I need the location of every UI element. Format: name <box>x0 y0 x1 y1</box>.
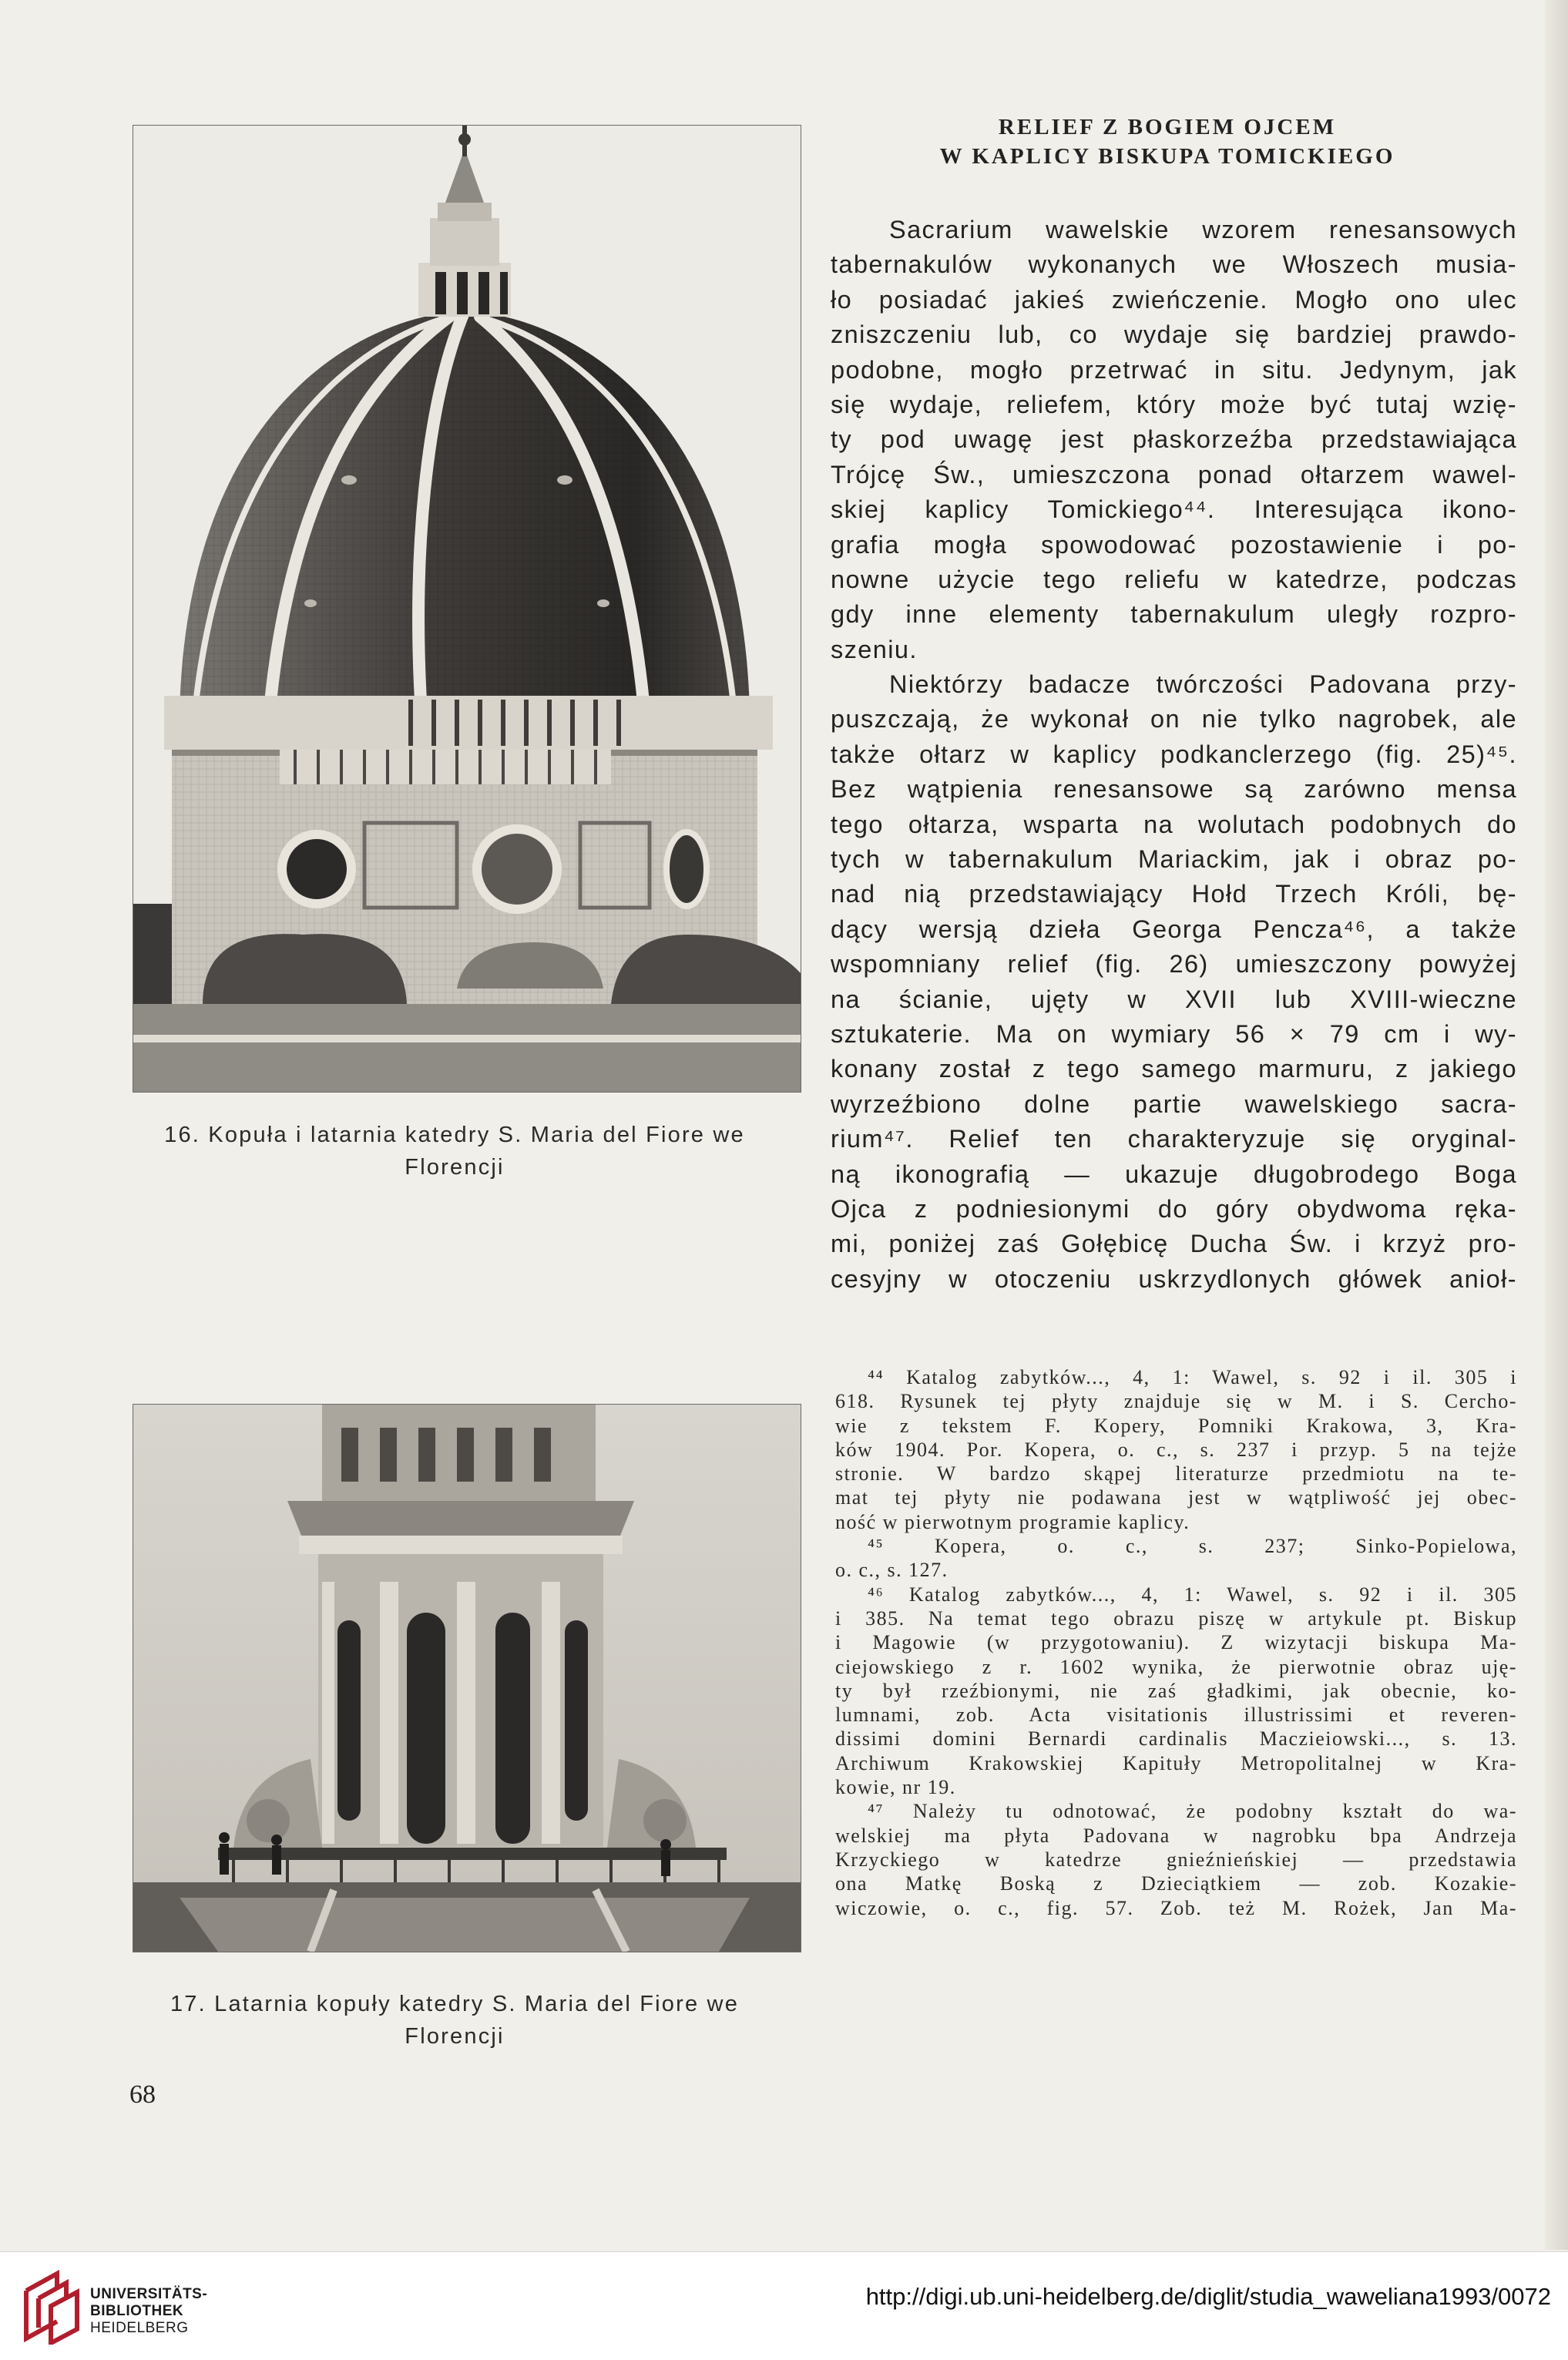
body-line: nad nią przedstawiający Hołd Trzech Króli, bę- <box>831 880 1517 908</box>
figure-17-lantern-photo <box>133 1404 801 1952</box>
body-line: Trójcę Św., umieszczona ponad ołtarzem wawel- <box>831 460 1517 488</box>
footnote-line: ty był rzeźbionymi, nie zaś gładkimi, jak obecnie, ko- <box>835 1679 1517 1702</box>
figure-16-caption-line-1: 16. Kopuła i latarnia katedry S. Maria del Fiore we <box>164 1123 745 1147</box>
body-line: także ołtarz w kaplicy podkanclerzego (fig. 25)⁴⁵. <box>831 740 1517 768</box>
body-line: cesyjny w otoczeniu uskrzydlonych główek anioł- <box>831 1264 1517 1293</box>
footnote-line: ⁴⁵ Kopera, o. c., s. 237; Sinko-Popielowa, <box>868 1535 1517 1558</box>
footnote-line: i 385. Na temat tego obrazu piszę w artykule pt. Biskup <box>835 1606 1517 1630</box>
footnote-line: ⁴⁶ Katalog zabytków..., 4, 1: Wawel, s. 92 i il. 305 <box>868 1583 1517 1606</box>
footnote-line: ciejowskiego z r. 1602 wynika, że pierwotnie obraz uję- <box>835 1655 1517 1678</box>
body-line: konany został z tego samego marmuru, z jakiego <box>831 1055 1517 1083</box>
body-line: Bez wątpienia renesansowe są zarówno mensa <box>831 775 1517 804</box>
body-line: rium⁴⁷. Relief ten charakteryzuje się oryginal- <box>831 1125 1517 1153</box>
dome-photo-illustration <box>133 126 801 1092</box>
chapter-heading-line-2: W KAPLICY BISKUPA TOMICKIEGO <box>939 144 1395 169</box>
footnote-line: dissimi domini Bernardi cardinalis Maczieiowski..., s. 13. <box>835 1727 1517 1751</box>
body-line: skiej kaplicy Tomickiego⁴⁴. Interesująca ikono- <box>831 495 1517 524</box>
main-body-text <box>831 213 1517 1297</box>
body-line: gdy inne elementy tabernakulum uległy rozpro- <box>831 600 1517 629</box>
body-line: szeniu. <box>831 635 918 663</box>
body-line: wyrzeźbiono dolne partie wawelskiego sacra- <box>831 1089 1517 1118</box>
library-name-line-2: BIBLIOTHEK <box>90 2303 184 2319</box>
footnotes <box>835 1365 1517 1920</box>
footnote-line: wiczowie, o. c., fig. 57. Zob. też M. Rożek, Jan Ma- <box>835 1896 1517 1919</box>
figure-16-caption <box>85 1119 824 1183</box>
footnote-line: o. c., s. 127. <box>835 1559 949 1582</box>
body-line: sztukaterie. Ma on wymiary 56 × 79 cm i wy- <box>831 1019 1517 1048</box>
body-line: dący wersją dzieła Georga Pencza⁴⁶, a także <box>831 915 1517 943</box>
figure-17-caption <box>85 1988 824 2053</box>
library-name-line-3: HEIDELBERG <box>90 2320 189 2336</box>
figure-17-caption-line-1: 17. Latarnia kopuły katedry S. Maria del Fiore we <box>170 1992 740 2016</box>
footnote-line: welskiej ma płyta Padovana w nagrobku bpa Andrzeja <box>835 1824 1517 1847</box>
body-line: na ścianie, ujęty w XVII lub XVIII-wieczne <box>831 985 1517 1013</box>
body-line: puszczają, że wykonał on nie tylko nagrobek, ale <box>831 705 1517 734</box>
footnote-line: i Magowie (w przygotowaniu). Z wizytacji biskupa Ma- <box>835 1631 1517 1654</box>
body-line: podobne, mogło przetrwać in situ. Jedynym, jak <box>831 355 1517 384</box>
library-name <box>90 2286 207 2337</box>
body-line: ty pod uwagę jest płaskorzeźba przedstawiająca <box>831 425 1517 454</box>
figure-16-caption-line-2: Florencji <box>405 1155 505 1180</box>
footnote-line: Archiwum Krakowskiej Kapituły Metropolitalnej w Kra- <box>835 1751 1517 1774</box>
footnote-line: Krzyckiego w katedrze gnieźnieńskiej — przedstawia <box>835 1848 1517 1871</box>
page-edge-shadow <box>1545 0 1568 2250</box>
footnote-line: 618. Rysunek tej płyty znajduje się w M. i S. Cercho- <box>835 1390 1517 1413</box>
body-line: mi, poniżej zaś Gołębicę Ducha Św. i krzyż pro- <box>831 1230 1517 1258</box>
footnote-line: kowie, nr 19. <box>835 1776 956 1799</box>
footnote-line: ⁴⁷ Należy tu odnotować, że podobny kształt do wa- <box>868 1800 1517 1823</box>
footnote-line: ność w pierwotnym programie kaplicy. <box>835 1510 1190 1533</box>
body-line: Sacrarium wawelskie wzorem renesansowych <box>889 216 1517 243</box>
footnote-line: ków 1904. Por. Kopera, o. c., s. 237 i przyp. 5 na tejże <box>835 1438 1517 1461</box>
footnote-line: mat tej płyty nie podawana jest w wątpliwość jej obec- <box>835 1486 1517 1509</box>
lantern-photo-illustration <box>133 1405 801 1952</box>
body-line: tego ołtarza, wsparta na wolutach podobnych do <box>831 810 1517 838</box>
library-footer-bar <box>0 2251 1568 2360</box>
library-name-line-1: UNIVERSITÄTS- <box>90 2286 208 2302</box>
body-line: nowne użycie tego reliefu w katedrze, podczas <box>831 565 1517 593</box>
body-line: się wydaje, reliefem, który może być tutaj wzię- <box>831 390 1517 418</box>
body-line: grafia mogła spowodować pozostawienie i po- <box>831 530 1517 559</box>
footnote-line: ona Matkę Boską z Dzieciątkiem — zob. Kozakie- <box>835 1872 1517 1895</box>
body-line: tych w tabernakulum Mariackim, jak i obraz po- <box>831 845 1517 874</box>
body-line: wspomniany relief (fig. 26) umieszczony powyżej <box>831 950 1517 979</box>
body-line: tabernakulów wykonanych we Włoszech musia- <box>831 250 1517 279</box>
page-number: 68 <box>129 2080 156 2109</box>
body-line: Ojca z podniesionymi do góry obydwoma ręka- <box>831 1194 1517 1223</box>
body-line: Niektórzy badacze twórczości Padovana przy- <box>889 670 1517 699</box>
footnote-line: ⁴⁴ Katalog zabytków..., 4, 1: Wawel, s. 92 i il. 305 i <box>868 1366 1517 1388</box>
university-library-logo-icon <box>18 2268 83 2345</box>
figure-16-dome-photo <box>133 125 801 1093</box>
footnote-line: stronie. W bardzo skąpej literaturze przedmiotu na te- <box>835 1462 1517 1485</box>
digitization-url-link[interactable]: http://digi.ub.uni-heidelberg.de/diglit/studia_waweliana1993/0072 <box>865 2283 1551 2310</box>
footnote-line: lumnami, zob. Acta visitationis illustrissimi et reveren- <box>835 1704 1517 1727</box>
chapter-heading-line-1: RELIEF Z BOGIEM OJCEM <box>998 115 1337 139</box>
body-line: ną ikonografią — ukazuje długobrodego Boga <box>831 1160 1517 1188</box>
figure-17-caption-line-2: Florencji <box>405 2024 505 2049</box>
body-line: ło posiadać jakieś zwieńczenie. Mogło ono ulec <box>831 285 1517 314</box>
body-line: zniszczeniu lub, co wydaje się bardziej prawdo- <box>831 321 1517 349</box>
footnote-line: wie z tekstem F. Kopery, Pomniki Krakowa, 3, Kra- <box>835 1414 1517 1437</box>
